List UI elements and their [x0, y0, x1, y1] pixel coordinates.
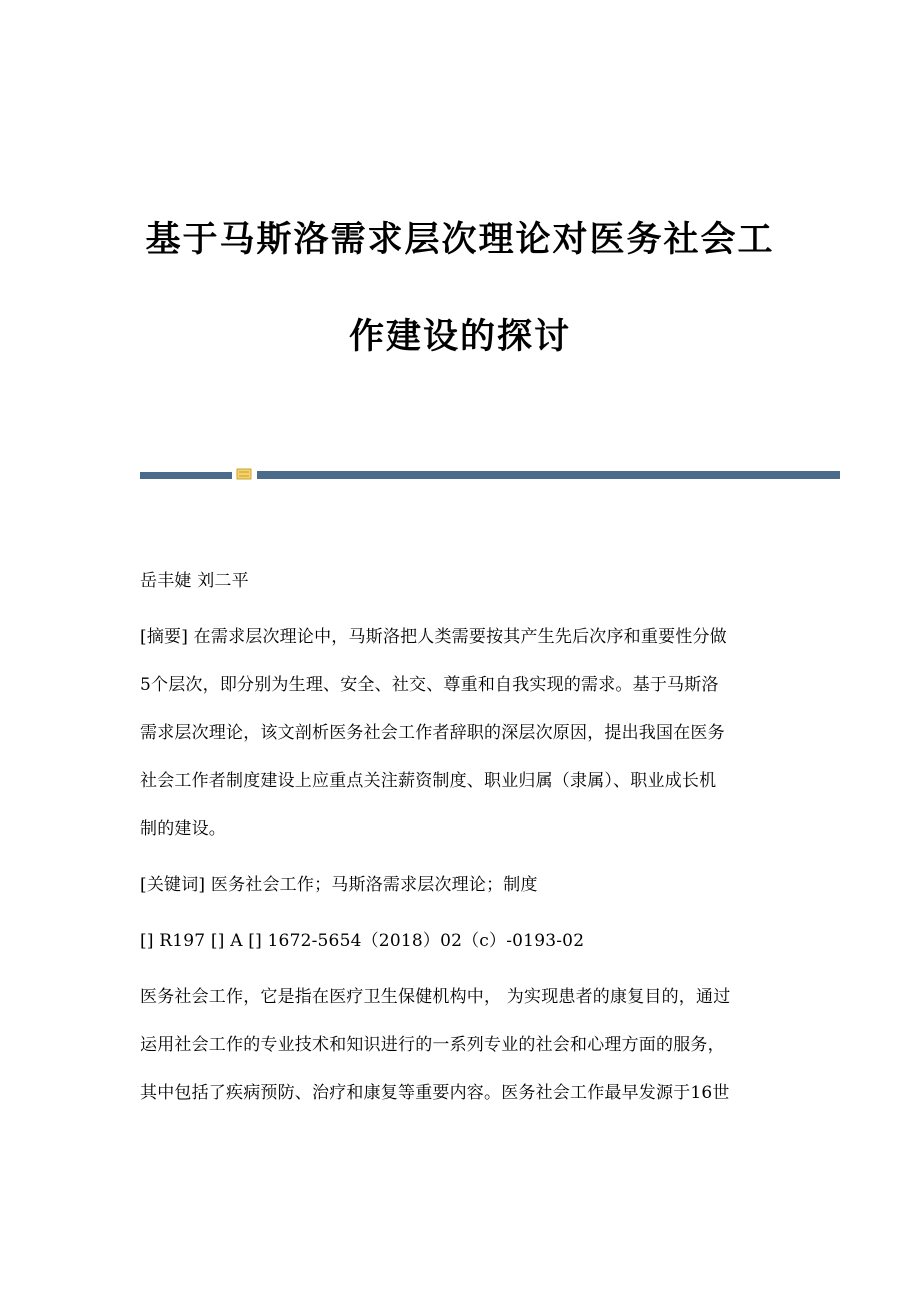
abstract-line: 5个层次，即分别为生理、安全、社交、尊重和自我实现的需求。基于马斯洛 [140, 675, 719, 695]
classification-codes: [] R197 [] A [] 1672-5654（2018）02（c）-0193-02 [140, 931, 585, 951]
title-divider-left [140, 472, 232, 479]
abstract-line: 制的建设。 [140, 819, 226, 839]
body-paragraph-line: 其中包括了疾病预防、治疗和康复等重要内容。医务社会工作最早发源于16世 [140, 1083, 730, 1103]
keywords: [关键词] 医务社会工作；马斯洛需求层次理论；制度 [140, 875, 538, 895]
abstract-line: [摘要] 在需求层次理论中，马斯洛把人类需要按其产生先后次序和重要性分做 [140, 627, 727, 647]
body-paragraph-line: 运用社会工作的专业技术和知识进行的一系列专业的社会和心理方面的服务， [140, 1035, 725, 1055]
authors: 岳丰婕 刘二平 [140, 571, 249, 591]
abstract-line: 社会工作者制度建设上应重点关注薪资制度、职业归属（隶属）、职业成长机 [140, 771, 717, 791]
ornament-icon [236, 467, 252, 481]
title-divider-right [257, 471, 840, 479]
abstract-line: 需求层次理论，该文剖析医务社会工作者辞职的深层次原因，提出我国在医务 [140, 723, 725, 743]
body-paragraph-line: 医务社会工作，它是指在医疗卫生保健机构中， 为实现患者的康复目的，通过 [140, 987, 731, 1007]
page-title-line-2: 作建设的探讨 [348, 317, 571, 357]
page-title-line-1: 基于马斯洛需求层次理论对医务社会工 [145, 220, 775, 260]
